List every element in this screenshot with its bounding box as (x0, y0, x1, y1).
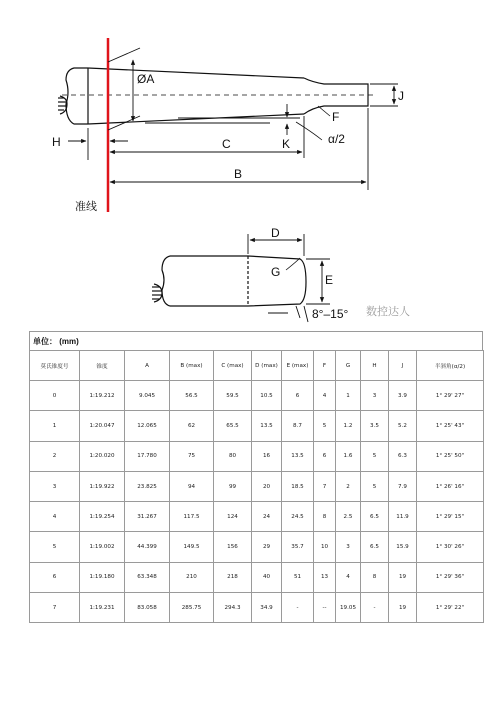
table-row (30, 502, 484, 532)
column-header: C (max) (214, 351, 252, 381)
table-cell: 1:19.212 (80, 381, 125, 411)
table-cell: 285.75 (170, 593, 214, 623)
table-cell: 10 (314, 532, 336, 562)
table-cell: 19 (389, 593, 417, 623)
table-cell: 4 (336, 562, 361, 592)
label-c: C (222, 137, 231, 151)
table-cell: 19 (389, 562, 417, 592)
taper-bottom-edge (88, 114, 304, 124)
table-cell: 18.5 (282, 471, 314, 501)
table-cell: 94 (170, 471, 214, 501)
column-header: B (max) (170, 351, 214, 381)
label-b: B (234, 167, 243, 181)
label-h: H (52, 135, 61, 149)
table-cell: 156 (214, 532, 252, 562)
table-row (30, 441, 484, 471)
dimension-h (68, 128, 128, 160)
taper-top-edge (88, 68, 304, 78)
table-cell: 13 (314, 562, 336, 592)
table-cell: 65.5 (214, 411, 252, 441)
column-header: 莫氏锥度号 (30, 351, 80, 381)
label-alpha: α/2 (328, 132, 345, 146)
table-cell: 1 (336, 381, 361, 411)
table-cell: 83.058 (125, 593, 170, 623)
column-header: 半斜角(α/2) (417, 351, 484, 381)
table-cell: 23.825 (125, 471, 170, 501)
table-cell: 3 (361, 381, 389, 411)
table-cell: 12.065 (125, 411, 170, 441)
table-cell: 1:20.020 (80, 441, 125, 471)
table-cell: 2.5 (336, 502, 361, 532)
table-cell: 3.9 (389, 381, 417, 411)
table-cell: 6 (282, 381, 314, 411)
taper-shank-drawing (58, 68, 376, 124)
table-cell: 62 (170, 411, 214, 441)
table-cell: 3 (30, 471, 80, 501)
table-cell: 2 (336, 471, 361, 501)
column-header: 锥度 (80, 351, 125, 381)
dimension-k (145, 104, 300, 135)
table-cell: 10.5 (252, 381, 282, 411)
table-cell: 8.7 (282, 411, 314, 441)
table-cell: 2 (30, 441, 80, 471)
table-cell: 15.9 (389, 532, 417, 562)
label-d: D (271, 226, 280, 240)
table-cell: 149.5 (170, 532, 214, 562)
table-cell: 1° 29' 22" (417, 593, 484, 623)
label-f: F (332, 110, 340, 124)
table-cell: 56.5 (170, 381, 214, 411)
table-cell: 4 (30, 502, 80, 532)
table-cell: 0 (30, 381, 80, 411)
label-e: E (325, 273, 334, 287)
table-cell: 1° 25' 43" (417, 411, 484, 441)
watermark: 数控达人 (366, 305, 410, 318)
table-cell: 210 (170, 562, 214, 592)
column-header: E (max) (282, 351, 314, 381)
table-cell: - (282, 593, 314, 623)
table-cell: 51 (282, 562, 314, 592)
table-cell: 7.9 (389, 471, 417, 501)
dimension-c (110, 116, 304, 158)
table-cell: 1 (30, 411, 80, 441)
table-cell: 99 (214, 471, 252, 501)
table-cell: 4 (314, 381, 336, 411)
table-cell: 20 (252, 471, 282, 501)
table-cell: 63.348 (125, 562, 170, 592)
dimension-angle (268, 306, 308, 322)
table-cell: 124 (214, 502, 252, 532)
table-cell: 1:19.254 (80, 502, 125, 532)
table-cell: 75 (170, 441, 214, 471)
dimension-j (370, 84, 398, 106)
table-cell: 44.399 (125, 532, 170, 562)
table-cell: 1:19.922 (80, 471, 125, 501)
table-row (30, 381, 484, 411)
table-row (30, 593, 484, 623)
table-cell: 7 (314, 471, 336, 501)
table-cell: 6 (30, 562, 80, 592)
detail-left-end (162, 256, 170, 306)
table-cell: 5.2 (389, 411, 417, 441)
table-cell: 1:19.231 (80, 593, 125, 623)
table-cell: 1° 25' 50" (417, 441, 484, 471)
table-cell: 1° 29' 15" (417, 502, 484, 532)
table-header (30, 351, 484, 381)
table-cell: 6 (314, 441, 336, 471)
table-cell: -- (314, 593, 336, 623)
label-angle: 8°–15° (312, 307, 349, 321)
column-header: D (max) (252, 351, 282, 381)
table-cell: 19.05 (336, 593, 361, 623)
table-cell: 5 (361, 471, 389, 501)
table-row (30, 532, 484, 562)
table-cell: 35.7 (282, 532, 314, 562)
table-cell: 1:20.047 (80, 411, 125, 441)
table-cell: 31.267 (125, 502, 170, 532)
table-cell: 3.5 (361, 411, 389, 441)
table-cell: 40 (252, 562, 282, 592)
table-cell: 1° 26' 16" (417, 471, 484, 501)
label-reference-line: 准线 (75, 200, 97, 213)
table-cell: 7 (30, 593, 80, 623)
technical-drawing (0, 0, 500, 330)
table-cell: 8 (314, 502, 336, 532)
table-cell: 24.5 (282, 502, 314, 532)
table-cell: 6.5 (361, 502, 389, 532)
label-k: K (282, 137, 291, 151)
table-cell: 34.9 (252, 593, 282, 623)
table-cell: 13.5 (252, 411, 282, 441)
table-cell: 1° 30' 26" (417, 532, 484, 562)
table-cell: 1:19.002 (80, 532, 125, 562)
dimension-table (29, 350, 484, 623)
table-cell: 9.045 (125, 381, 170, 411)
tang (304, 78, 368, 114)
table-cell: 13.5 (282, 441, 314, 471)
table-cell: 1.6 (336, 441, 361, 471)
table-cell: 1° 29' 36" (417, 562, 484, 592)
unit-label: 单位： (mm) (29, 331, 483, 350)
label-j: J (398, 89, 404, 103)
table-cell: 29 (252, 532, 282, 562)
table-body (30, 381, 484, 623)
column-header: H (361, 351, 389, 381)
table-cell: 8 (361, 562, 389, 592)
table-cell: 218 (214, 562, 252, 592)
table-cell: 24 (252, 502, 282, 532)
table-cell: 16 (252, 441, 282, 471)
table-cell: 5 (361, 441, 389, 471)
shank-left-end (66, 68, 88, 124)
table-header-row (30, 351, 484, 381)
table-cell: 294.3 (214, 593, 252, 623)
table-cell: 3 (336, 532, 361, 562)
table-cell: 59.5 (214, 381, 252, 411)
table-cell: 80 (214, 441, 252, 471)
table-cell: 5 (30, 532, 80, 562)
column-header: A (125, 351, 170, 381)
table-row (30, 411, 484, 441)
table-row (30, 562, 484, 592)
table-cell: 1.2 (336, 411, 361, 441)
detail-tang (248, 256, 306, 306)
table-cell: 1° 29' 27" (417, 381, 484, 411)
table-cell: 1:19.180 (80, 562, 125, 592)
table-cell: 17.780 (125, 441, 170, 471)
label-a: ØA (137, 72, 155, 86)
table-cell: - (361, 593, 389, 623)
tang-detail-drawing (152, 256, 306, 306)
drawing-svg (0, 0, 500, 330)
table-cell: 117.5 (170, 502, 214, 532)
table-cell: 6.5 (361, 532, 389, 562)
table-cell: 11.9 (389, 502, 417, 532)
table-cell: 6.3 (389, 441, 417, 471)
label-g: G (271, 265, 281, 279)
morse-taper-table (29, 331, 483, 623)
column-header: G (336, 351, 361, 381)
column-header: J (389, 351, 417, 381)
column-header: F (314, 351, 336, 381)
dimension-a (108, 48, 140, 130)
table-cell: 5 (314, 411, 336, 441)
table-row (30, 471, 484, 501)
